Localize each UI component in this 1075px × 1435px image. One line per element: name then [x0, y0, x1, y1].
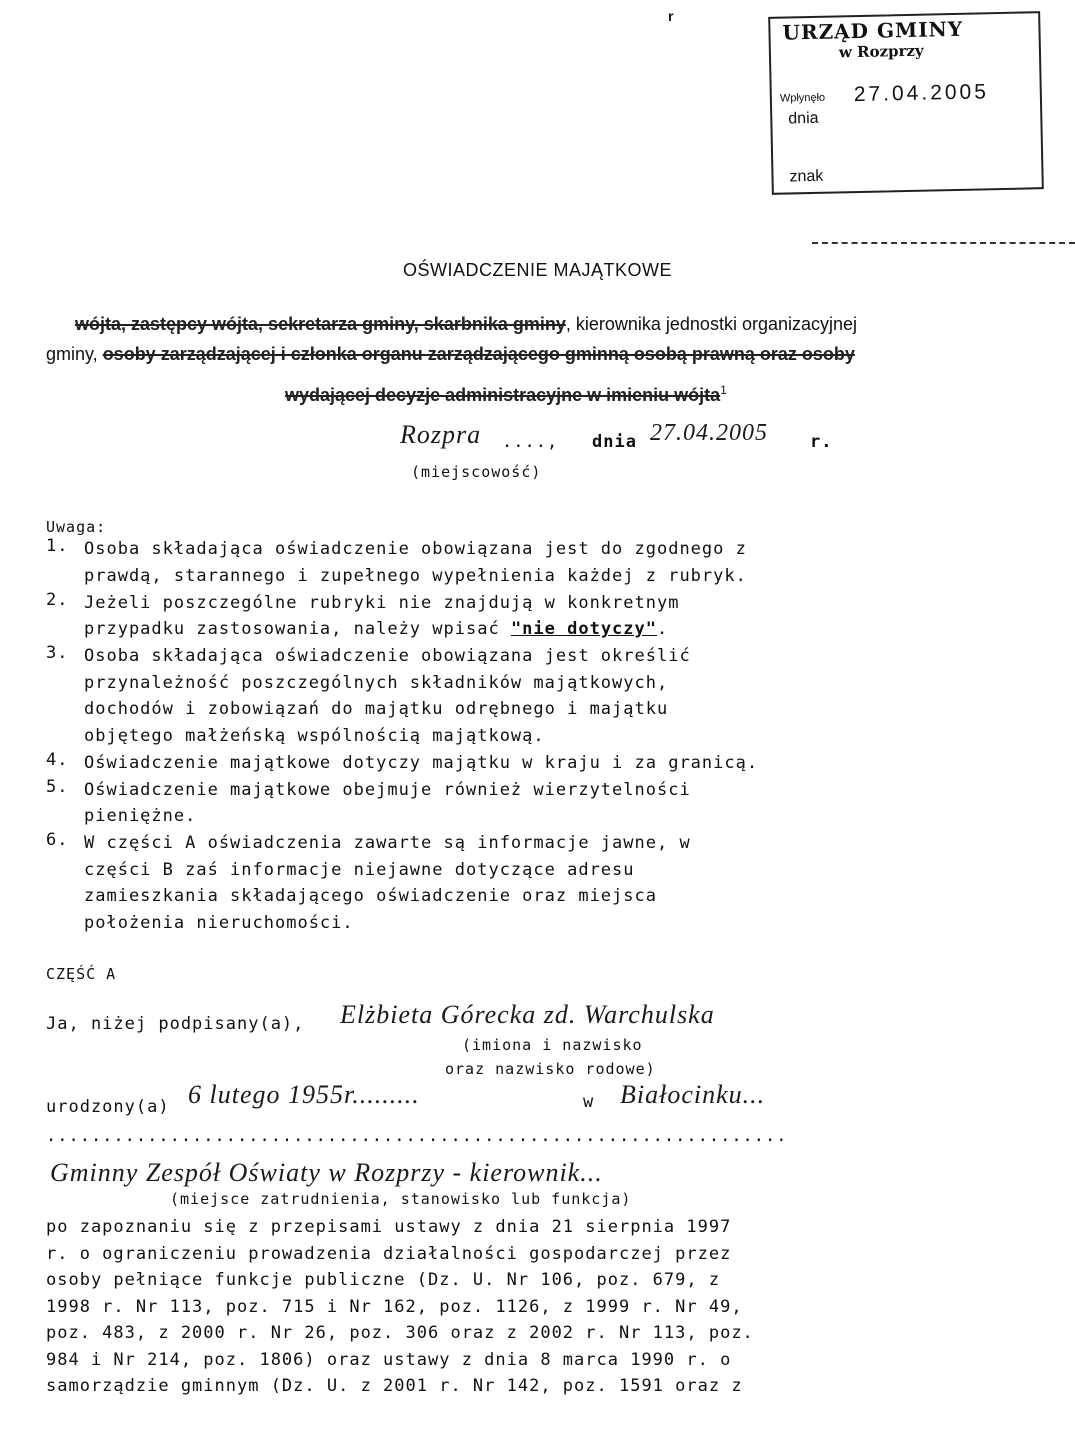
kept-text: gminy,	[46, 344, 103, 364]
note-line: Oświadczenie majątkowe obejmuje również wierzytelności	[84, 779, 691, 800]
dashed-divider	[812, 242, 1075, 244]
statement-body	[46, 1214, 754, 1400]
statement-line: samorządzie gminnym (Dz. U. z 2001 r. Nr 142, poz. 1591 oraz z	[46, 1376, 743, 1396]
employment-caption: (miejsce zatrudnienia, stanowisko lub funkcja)	[170, 1190, 632, 1208]
notes-heading: Uwaga:	[46, 518, 107, 536]
place-caption: (miejscowość)	[411, 463, 542, 481]
note-line: dochodów i zobowiązań do majątku odrębnego i majątku	[84, 699, 669, 719]
official-role-line-3	[285, 383, 727, 406]
stamp-title: URZĄD GMINY	[782, 16, 964, 45]
note-line: Osoba składająca oświadczenie obowiązana jest określić	[84, 646, 691, 666]
date-label: dnia	[592, 432, 637, 452]
kept-text: , kierownika jednostki organizacyjnej	[565, 314, 858, 334]
note-text	[84, 536, 747, 589]
document-title: OŚWIADCZENIE MAJĄTKOWE	[402, 260, 672, 280]
employment-handwritten: Gminny Zespół Oświaty w Rozprzy - kierownik...	[50, 1158, 603, 1187]
note-line: przynależność poszczególnych składników majątkowych,	[84, 672, 669, 693]
note-line: zamieszkania składającego oświadczenie oraz miejsca	[84, 886, 657, 906]
note-text	[84, 830, 691, 936]
note-number: 2.	[46, 589, 69, 610]
statement-line: poz. 483, z 2000 r. Nr 26, poz. 306 oraz z 2002 r. Nr 113, poz.	[46, 1323, 754, 1343]
note-line: Oświadczenie majątkowe dotyczy majątku w kraju i za granicą.	[84, 752, 759, 773]
note-line: części B zaś informacje niejawne dotyczące adresu	[84, 859, 635, 880]
note-line: W części A oświadczenia zawarte są informacje jawne, w	[84, 833, 691, 853]
birth-place-handwritten: Białocinku...	[620, 1080, 766, 1109]
note-line: położenia nieruchomości.	[84, 912, 354, 933]
note-number: 3.	[46, 643, 69, 663]
note-text	[84, 750, 758, 777]
date-handwritten: 27.04.2005	[650, 420, 768, 446]
stamp-received-label: Wpłynęło	[779, 91, 826, 105]
place-handwritten: Rozpra	[400, 420, 482, 449]
place-dots: ....,	[502, 432, 559, 452]
dotted-line: ..................................................................	[46, 1126, 788, 1146]
statement-line: po zapoznaniu się z przepisami ustawy z dnia 21 sierpnia 1997	[46, 1217, 732, 1237]
note-number: 6.	[46, 830, 69, 850]
name-caption-1: (imiona i nazwisko	[462, 1036, 643, 1054]
year-suffix: r.	[810, 432, 833, 452]
statement-line: 984 i Nr 214, poz. 1806) oraz ustawy z dnia 8 marca 1990 r. o	[46, 1349, 732, 1370]
born-label: urodzony(a)	[46, 1097, 170, 1117]
born-in-label: w	[583, 1092, 595, 1112]
note-number: 5.	[46, 776, 69, 797]
note-text	[84, 777, 691, 830]
note-line: Jeżeli poszczególne rubryki nie znajdują w konkretnym	[84, 592, 680, 613]
official-role-line-2	[46, 344, 855, 365]
part-a-heading: CZĘŚĆ A	[46, 965, 117, 983]
signatory-label: Ja, niżej podpisany(a),	[46, 1014, 305, 1034]
name-handwritten: Elżbieta Górecka zd. Warchulska	[340, 1000, 715, 1029]
struck-text: wójta, zastępcy wójta, sekretarza gminy, skarbnika gminy	[75, 314, 566, 334]
scan-mark: r	[668, 8, 674, 24]
note-number: 4.	[46, 749, 69, 770]
birth-date-handwritten: 6 lutego 1955r.........	[188, 1080, 420, 1109]
stamp-day-label: dnia	[788, 109, 819, 128]
struck-text: osoby zarządzającej i członka organu zarządzającego gminną osobą prawną oraz osoby	[102, 344, 855, 364]
note-line: objętego małżeńską wspólnością majątkową.	[84, 725, 545, 746]
stamp-received-date: 27.04.2005	[853, 80, 990, 107]
official-role-line-1	[75, 314, 857, 335]
name-caption-2: oraz nazwisko rodowe)	[445, 1060, 656, 1078]
stamp-sign-label: znak	[789, 167, 824, 186]
struck-text: wydającej decyzje administracyjne w imieniu wójta	[285, 385, 721, 405]
statement-line: 1998 r. Nr 113, poz. 715 i Nr 162, poz. 1126, z 1999 r. Nr 49,	[46, 1296, 743, 1317]
note-text	[84, 590, 679, 643]
statement-line: osoby pełniące funkcje publiczne (Dz. U. Nr 106, poz. 679, z	[46, 1270, 721, 1290]
received-stamp	[768, 11, 1044, 195]
note-number: 1.	[46, 536, 69, 556]
footnote-marker: 1	[720, 383, 727, 397]
note-line: prawdą, starannego i zupełnego wypełnienia każdej z rubryk.	[84, 565, 747, 586]
note-line: przypadku zastosowania, należy wpisać "nie dotyczy".	[84, 619, 669, 639]
note-text	[84, 643, 691, 749]
stamp-place: w Rozprzy	[838, 41, 924, 62]
note-line: pieniężne.	[84, 806, 197, 826]
statement-line: r. o ograniczeniu prowadzenia działalności gospodarczej przez	[46, 1243, 732, 1264]
note-line: Osoba składająca oświadczenie obowiązana jest do zgodnego z	[84, 539, 747, 559]
